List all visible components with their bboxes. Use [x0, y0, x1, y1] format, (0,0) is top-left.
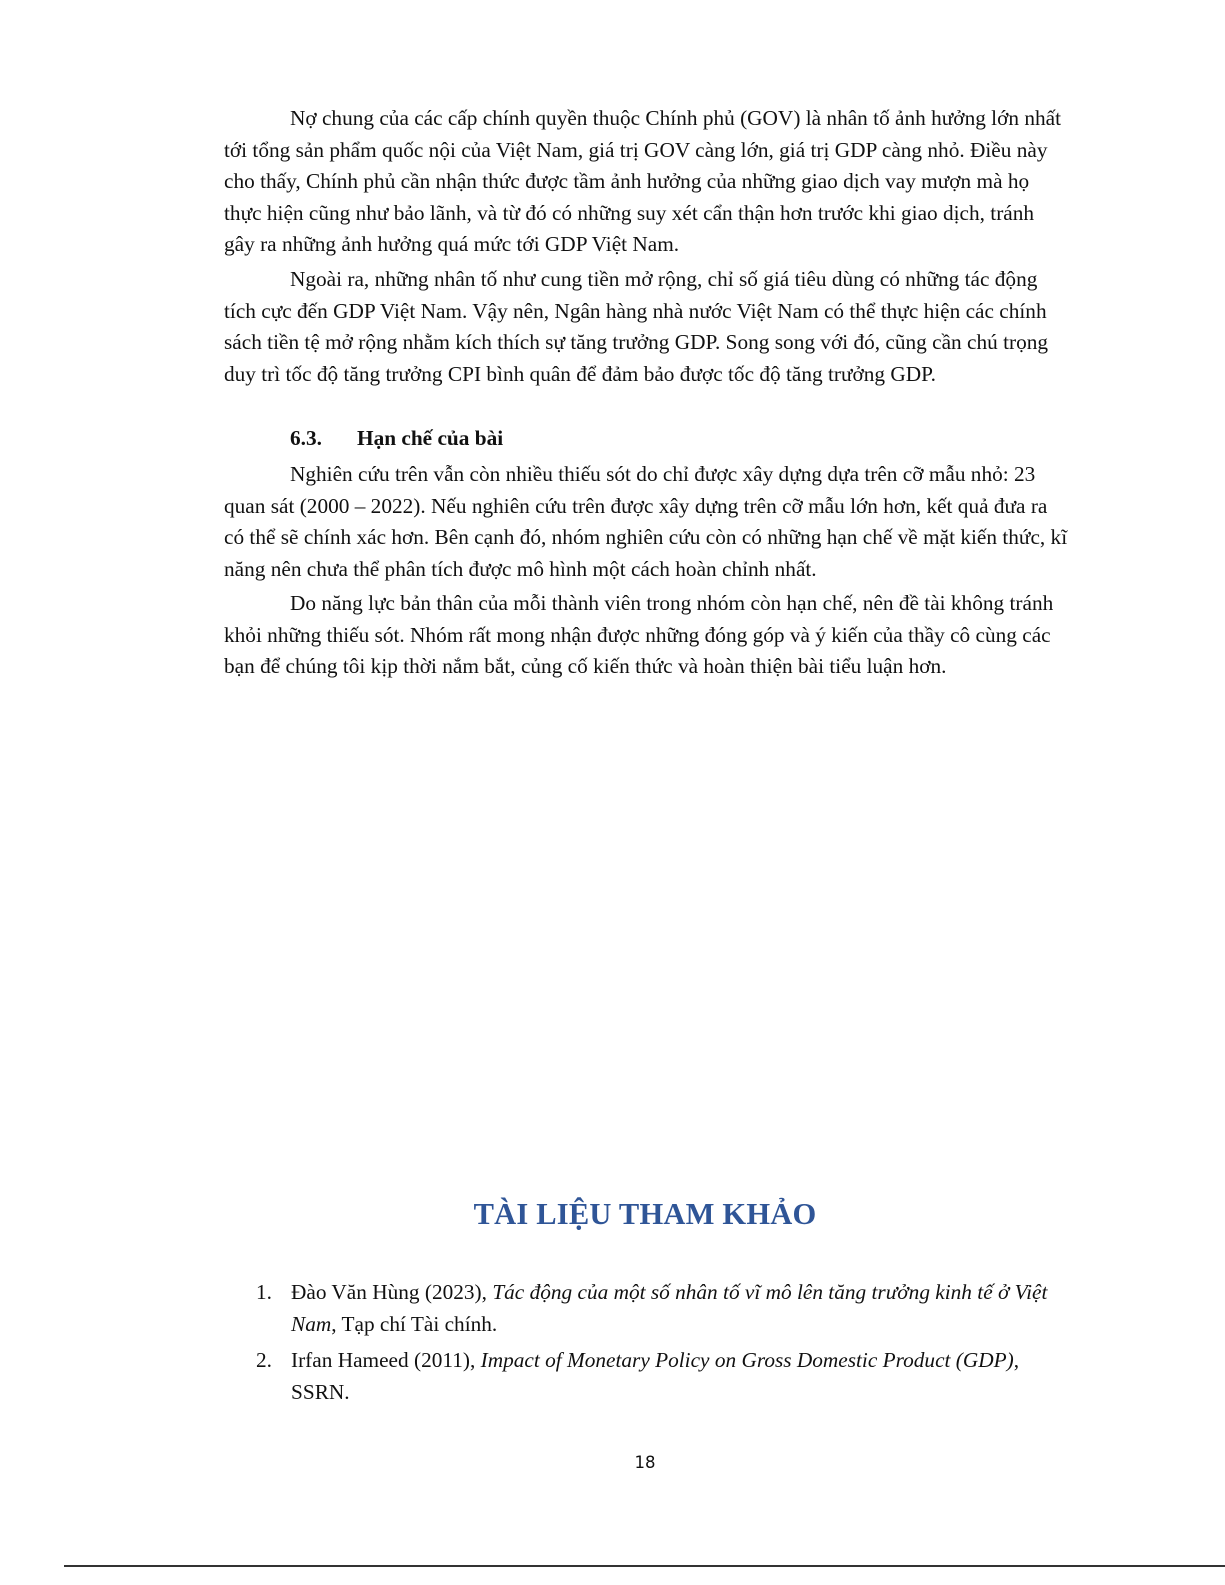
paragraph-sample-limitations: Nghiên cứu trên vẫn còn nhiều thiếu sót do chỉ được xây dựng dựa trên cỡ mẫu nhỏ: 23 quan sát (2000 – 2022). Nếu nghiên cứu trên được xây dựng trên cỡ mẫu lớn hơn, kết quả đưa ra có thể sẽ chính xác hơn. Bên cạnh đó, nhóm nghiên cứu còn có những hạn chế về mặt kiến thức, kĩ năng nên chưa thể phân tích được mô hình một cách hoàn chỉnh nhất. — [224, 462, 1068, 581]
reference-title: Impact of Monetary Policy on Gross Domestic Product (GDP) — [480, 1348, 1014, 1372]
paragraph-closing-remarks: Do năng lực bản thân của mỗi thành viên trong nhóm còn hạn chế, nên đề tài không tránh khỏi những thiếu sót. Nhóm rất mong nhận được những đóng góp và ý kiến của thầy cô cùng các bạn để chúng tôi kịp thời nắm bắt, củng cố kiến thức và hoàn thiện bài tiểu luận hơn. — [224, 591, 1054, 678]
reference-number: 2. — [256, 1348, 272, 1372]
reference-author-year: Đào Văn Hùng (2023), — [291, 1280, 493, 1304]
page-divider — [64, 1565, 1225, 1567]
reference-author-year: Irfan Hameed (2011), — [291, 1348, 481, 1372]
reference-item — [224, 1277, 1069, 1340]
reference-source: , Tạp chí Tài chính. — [331, 1311, 498, 1336]
reference-source: , SSRN. — [291, 1348, 1020, 1404]
paragraph-money-supply: Ngoài ra, những nhân tố như cung tiền mở rộng, chỉ số giá tiêu dùng có những tác động tích cực đến GDP Việt Nam. Vậy nên, Ngân hàng nhà nước Việt Nam có thể thực hiện các chính sách tiền tệ mở rộng nhằm kích thích sự tăng trưởng GDP. Song song với đó, cũng cần chú trọng duy trì tốc độ tăng trưởng CPI bình quân để đảm bảo được tốc độ tăng trưởng GDP. — [224, 267, 1049, 386]
reference-number: 1. — [256, 1280, 272, 1304]
reference-title: Tác động của một số nhân tố vĩ mô lên tăng trưởng kinh tế ở Việt Nam — [291, 1280, 1048, 1336]
section-number: 6.3. — [290, 426, 322, 450]
references-heading: TÀI LIỆU THAM KHẢO — [473, 1197, 817, 1231]
section-title: Hạn chế của bài — [357, 426, 504, 450]
reference-item — [224, 1345, 1069, 1408]
page-number: 18 — [634, 1453, 656, 1472]
section-heading-limitations — [290, 423, 503, 454]
references-list — [224, 1277, 1069, 1413]
paragraph-gov-debt: Nợ chung của các cấp chính quyền thuộc Chính phủ (GOV) là nhân tố ảnh hưởng lớn nhất tới tổng sản phẩm quốc nội của Việt Nam, giá trị GOV càng lớn, giá trị GDP càng nhỏ. Điều này cho thấy, Chính phủ cần nhận thức được tầm ảnh hưởng của những giao dịch vay mượn mà họ thực hiện cũng như bảo lãnh, và từ đó có những suy xét cẩn thận hơn trước khi giao dịch, tránh gây ra những ảnh hưởng quá mức tới GDP Việt Nam. — [224, 106, 1062, 256]
